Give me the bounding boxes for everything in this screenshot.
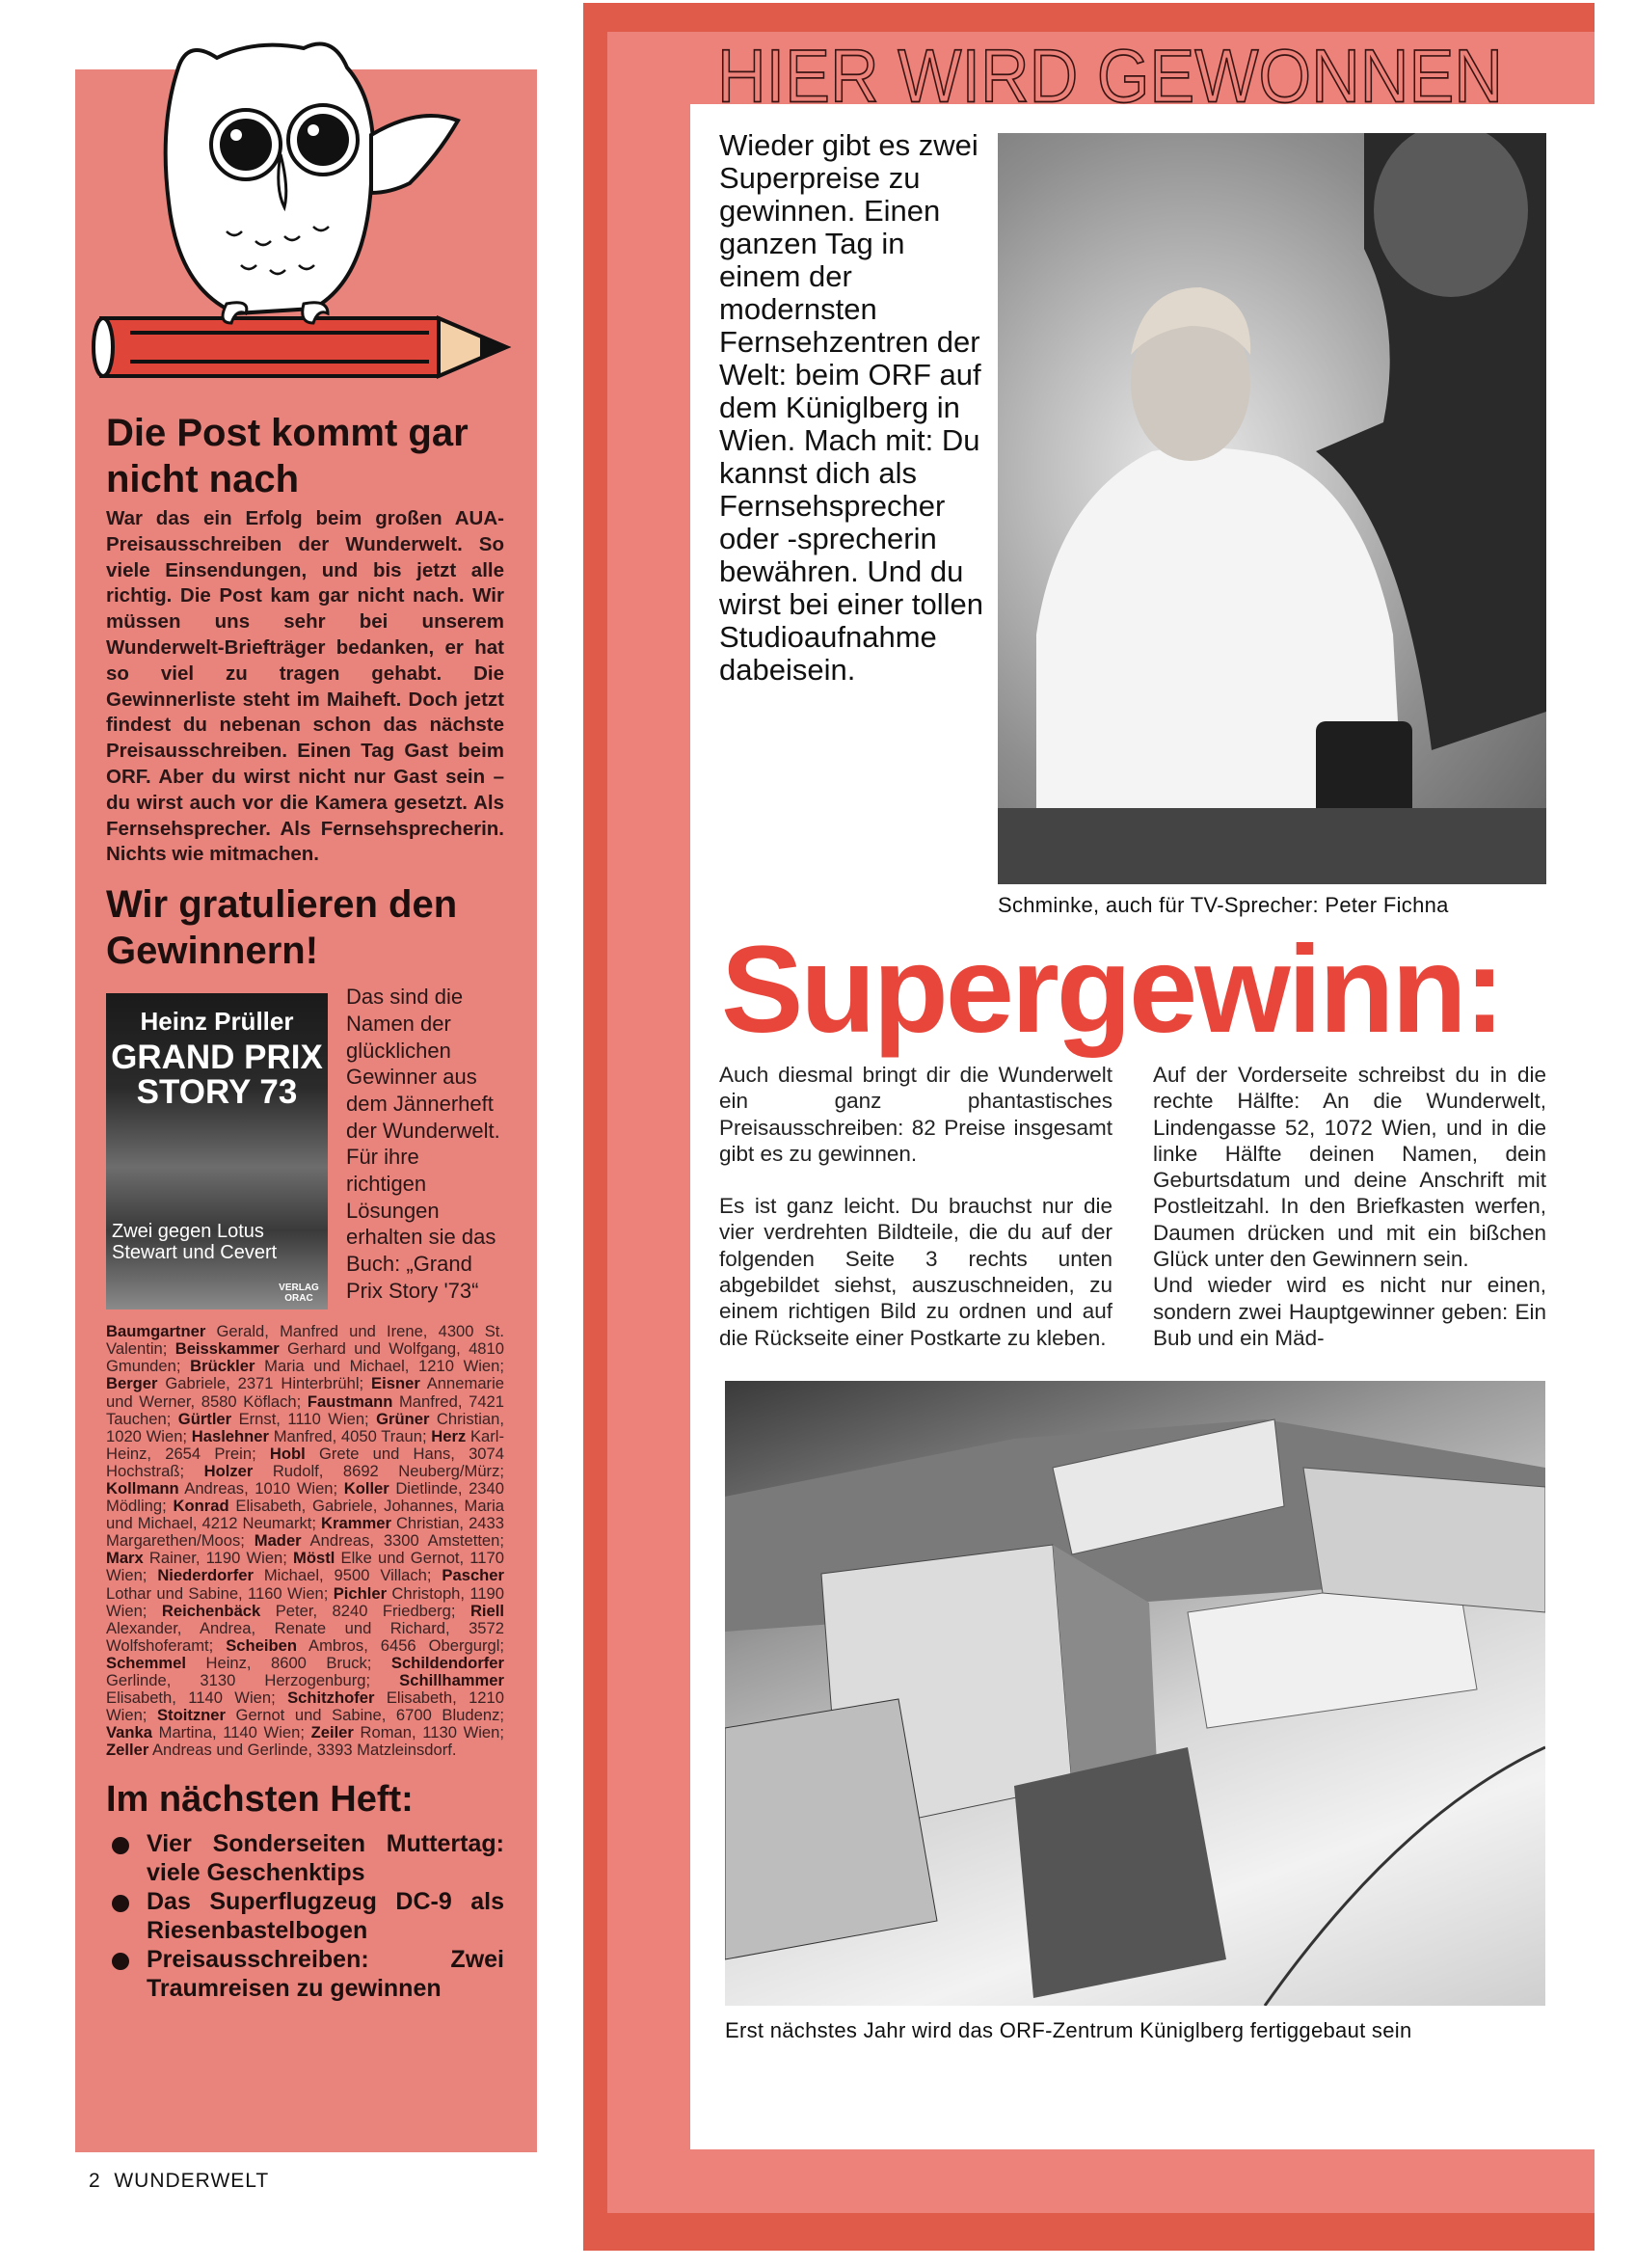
winner-surname: Mader — [254, 1531, 302, 1551]
winner-surname: Marx — [106, 1549, 144, 1568]
article-paragraph: Auch diesmal bringt dir die Wunderwelt ein ganz phantastisches Preisausschreiben: 82 Preise insgesamt gibt es zu gewinnen. — [719, 1063, 1112, 1166]
winner-entry: Gürtler Ernst, 1110 Wien; — [177, 1409, 377, 1428]
next-issue-item: Preisausschreiben: Zwei Traumreisen zu gewinnen — [110, 1945, 504, 2003]
winner-surname: Schildendorfer — [390, 1653, 504, 1672]
owl-on-pencil-illustration — [92, 29, 516, 405]
winner-surname: Eisner — [371, 1374, 420, 1393]
winner-entry: Faustmann Manfred, 7421 Tauchen; — [106, 1391, 504, 1428]
makeup-photo — [998, 133, 1546, 884]
winner-surname: Zeller — [106, 1741, 149, 1760]
winner-surname: Kollmann — [106, 1479, 179, 1498]
heading-gratulieren: Wir gratulieren den Gewinnern! — [106, 883, 458, 973]
winner-surname: Reichenbäck — [161, 1601, 261, 1620]
winner-surname: Hobl — [269, 1444, 306, 1463]
headline-supergewinn: Supergewinn: — [721, 921, 1503, 1059]
winner-surname: Beisskammer — [174, 1339, 280, 1359]
winner-surname: Konrad — [173, 1497, 229, 1516]
winners-list — [106, 1323, 504, 1759]
winner-surname: Berger — [106, 1374, 158, 1393]
winner-entry: Pichler Christoph, 1190 Wien; — [106, 1583, 505, 1620]
winner-surname: Vanka — [106, 1723, 152, 1742]
book-prize-note: Das sind die Namen der glücklichen Gewinner aus dem Jännerheft der Wunderwelt. Für ihre richtigen Lösungen erhalten sie das Buch: „Grand Prix Story '73“ — [346, 985, 500, 1303]
winner-entry: Scheiben Ambros, 6456 Obergurgl; — [226, 1635, 504, 1655]
orf-center-caption: Erst nächstes Jahr wird das ORF-Zentrum Küniglberg fertiggebaut sein — [725, 2018, 1412, 2043]
winner-surname: Haslehner — [191, 1426, 269, 1445]
winner-entry: Schillhammer Elisabeth, 1140 Wien; — [106, 1671, 504, 1708]
banner-title — [713, 29, 1514, 106]
winner-entry: Brückler Maria und Michael, 1210 Wien; — [190, 1357, 505, 1376]
winner-entry: Beisskammer Gerhard und Wolfgang, 4810 Gmunden; — [106, 1339, 504, 1376]
book-publisher: VERLAG ORAC — [279, 1282, 319, 1305]
winner-entry: Riell Alexander, Andrea, Renate und Richard, 3572 Wolfshoferamt; — [106, 1601, 504, 1655]
winner-surname: Grüner — [376, 1409, 430, 1428]
winner-surname: Niederdorfer — [157, 1566, 254, 1585]
winner-entry: Vanka Martina, 1140 Wien; — [106, 1723, 311, 1742]
winner-surname: Schitzhofer — [287, 1688, 375, 1708]
page-footer: 2 WUNDERWELT — [89, 2170, 270, 2192]
winner-surname: Faustmann — [307, 1391, 393, 1411]
winner-entry: Marx Rainer, 1190 Wien; — [106, 1549, 294, 1568]
winner-entry: Konrad Elisabeth, Gabriele, Johannes, Maria und Michael, 4212 Neumarkt; — [106, 1497, 504, 1533]
winner-surname: Stoitzner — [156, 1706, 226, 1725]
winner-surname: Holzer — [203, 1461, 254, 1480]
winner-entry: Grüner Christian, 1020 Wien; — [106, 1409, 504, 1445]
winner-surname: Brückler — [190, 1357, 255, 1376]
winner-entry: Herz Karl-Heinz, 2654 Prein; — [106, 1426, 504, 1463]
orf-center-model-photo — [725, 1381, 1545, 2006]
article-column-2 — [1153, 1062, 1546, 1377]
winner-entry: Koller Dietlinde, 2340 Mödling; — [106, 1479, 504, 1516]
book-author: Heinz Prüller — [140, 1007, 294, 1037]
winner-entry: Schitzhofer Elisabeth, 1210 Wien; — [106, 1688, 504, 1725]
book-title: GRAND PRIX STORY 73 — [111, 1039, 323, 1112]
post-body-text: War das ein Erfolg beim großen AUA-Preisausschreiben der Wunderwelt. So viele Einsendungen, und bis jetzt alle richtig. Die Post kam gar nicht nach. Wir müssen uns sehr bei unserem Wunderwelt-Briefträger bedanken, er hat so viel zu tragen gehabt. Die Gewinnerliste steht im Maiheft. Doch jetzt findest du nebenan schon das nächste Preisausschreiben. Einen Tag Gast beim ORF. Aber du wirst nicht nur Gast sein – du wirst auch vor die Kamera gesetzt. Als Fernsehsprecher. Als Fernsehsprecherin. Nichts wie mitmachen. — [106, 507, 504, 866]
winner-surname: Zeiler — [310, 1723, 354, 1742]
winner-entry: Niederdorfer Michael, 9500 Villach; — [157, 1566, 442, 1585]
next-issue-item: Vier Sonderseiten Muttertag: viele Geschenktips — [110, 1829, 504, 1887]
winner-surname: Riell — [469, 1601, 504, 1620]
winner-surname: Pascher — [442, 1566, 504, 1585]
winner-entry: Kollmann Andreas, 1010 Wien; — [106, 1479, 344, 1498]
winner-surname: Scheiben — [226, 1635, 297, 1655]
winner-entry: Krammer Christian, 2433 Margarethen/Moos; — [106, 1514, 504, 1551]
winner-entry: Zeiler Roman, 1130 Wien; — [310, 1723, 504, 1742]
winner-surname: Krammer — [321, 1514, 391, 1533]
winner-surname: Koller — [343, 1479, 389, 1498]
winner-entry: Hobl Grete und Hans, 3074 Hochstraß; — [106, 1444, 504, 1480]
intro-text: Wieder gibt es zwei Superpreise zu gewinnen. Einen ganzen Tag in einem der modernsten Fernsehzentren der Welt: beim ORF auf dem Küniglberg in Wien. Mach mit: Du kannst dich als Fernsehsprecher oder -sprecherin bewähren. Und du wirst bei einer tollen Studioaufnahme dabeisein. — [719, 128, 983, 687]
makeup-photo-caption: Schminke, auch für TV-Sprecher: Peter Fichna — [998, 893, 1449, 917]
next-issue-list — [110, 1829, 504, 2003]
winner-entry: Schemmel Heinz, 8600 Bruck; — [106, 1653, 391, 1672]
winner-entry: Zeller Andreas und Gerlinde, 3393 Matzleinsdorf. — [106, 1741, 457, 1760]
next-issue-item: Das Superflugzeug DC-9 als Riesenbastelbogen — [110, 1887, 504, 1945]
winner-surname: Gürtler — [177, 1409, 232, 1428]
book-cover-image — [106, 993, 328, 1310]
winner-surname: Baumgartner — [106, 1322, 206, 1341]
winner-entry: Pascher Lothar und Sabine, 1160 Wien; — [106, 1566, 504, 1603]
winner-entry: Holzer Rudolf, 8692 Neuberg/Mürz; — [203, 1461, 504, 1480]
banner-title-text: HIER WIRD GEWONNEN — [717, 35, 1503, 106]
intro-row — [719, 129, 1546, 919]
next-issue-title: Im nächsten Heft: — [106, 1778, 414, 1820]
winner-surname: Pichler — [333, 1583, 388, 1603]
winner-entry: Reichenbäck Peter, 8240 Friedberg; — [161, 1601, 470, 1620]
winner-entry: Stoitzner Gernot und Sabine, 6700 Bludenz; — [156, 1706, 504, 1725]
makeup-photo-block — [998, 133, 1546, 919]
winner-surname: Herz — [431, 1426, 467, 1445]
winner-entry: Möstl Elke und Gernot, 1170 Wien; — [106, 1549, 504, 1585]
article-paragraph: Auf der Vorderseite schreibst du in die rechte Hälfte: An die Wunderwelt, Lindengasse 52, 1072 Wien, und in die linke Hälfte deinen Namen, dein Geburtsdatum und deine Anschrift mit Postleitzahl. In den Briefkasten werfen, Daumen drücken und mit ein bißchen Glück unter den Gewinnern sein. — [1153, 1063, 1546, 1272]
contest-article — [719, 129, 1546, 2044]
book-prize-row — [106, 984, 504, 1310]
heading-post-kommt: Die Post kommt gar nicht nach — [106, 412, 469, 500]
winner-surname: Schillhammer — [399, 1671, 504, 1690]
winner-entry: Mader Andreas, 3300 Amstetten; — [254, 1531, 504, 1551]
article-column-1 — [719, 1062, 1112, 1377]
book-subtitle: Zwei gegen Lotus Stewart und Cevert — [112, 1221, 278, 1264]
article-paragraph: Es ist ganz leicht. Du brauchst nur die vier verdrehten Bildteile, die du auf der folgenden Seite 3 rechts unten abgebildet siehst, auszuschneiden, zu einem richtigen Bild zu ordnen und auf die Rückseite einer Postkarte zu kleben. — [719, 1194, 1112, 1350]
winner-surname: Möstl — [293, 1549, 335, 1568]
winner-entry: Haslehner Manfred, 4050 Traun; — [191, 1426, 432, 1445]
winner-surname: Schemmel — [106, 1653, 187, 1672]
winner-entry: Eisner Annemarie und Werner, 8580 Köflach; — [106, 1374, 504, 1411]
article-columns — [719, 1062, 1546, 1377]
winner-entry: Baumgartner Gerald, Manfred und Irene, 4300 St. Valentin; — [106, 1322, 504, 1359]
article-paragraph: Und wieder wird es nicht nur einen, sondern zwei Hauptgewinner geben: Ein Bub und ein Mäd- — [1153, 1273, 1546, 1350]
winner-entry: Schildendorfer Gerlinde, 3130 Herzogenburg; — [106, 1653, 504, 1690]
winner-entry: Berger Gabriele, 2371 Hinterbrühl; — [106, 1374, 372, 1393]
